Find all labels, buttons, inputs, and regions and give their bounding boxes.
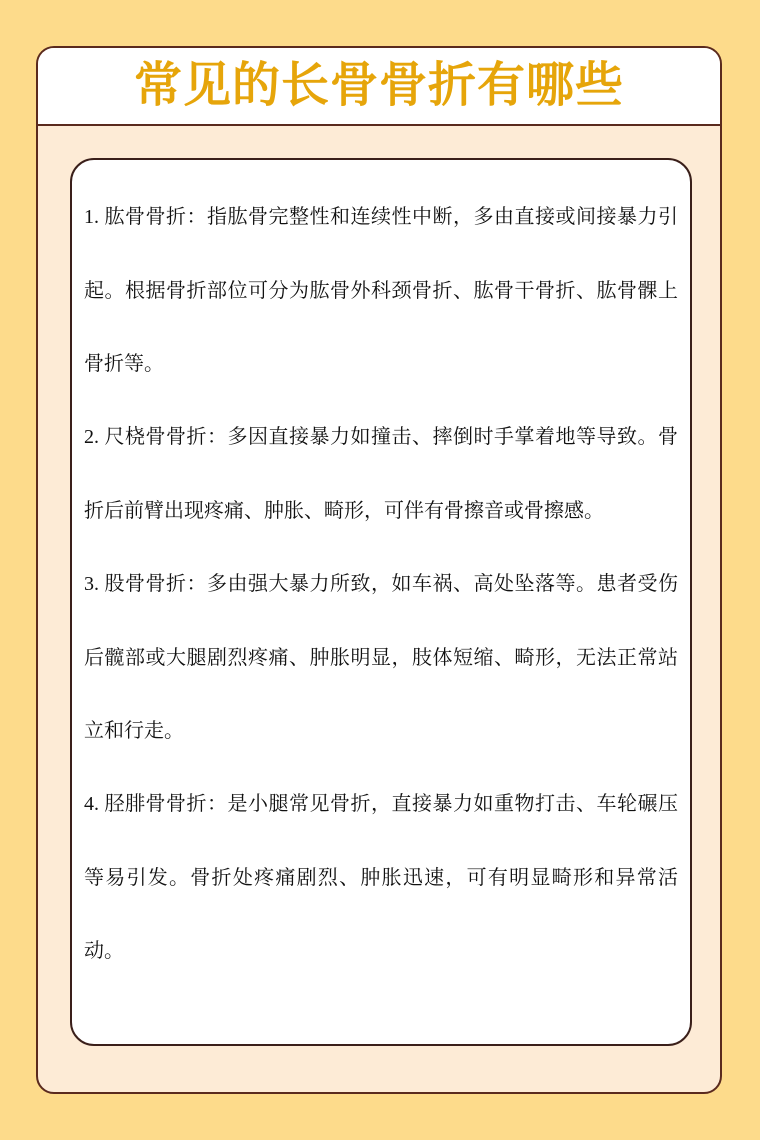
page-title: 常见的长骨骨折有哪些 (133, 57, 624, 113)
item-text: 胫腓骨骨折：是小腿常见骨折，直接暴力如重物打击、车轮碾压等易引发。骨折处疼痛剧烈、肿胀迅速，可有明显畸形和异常活动。 (84, 791, 678, 962)
list-item-radius-ulna (84, 400, 678, 547)
item-number: 3. (84, 573, 105, 595)
item-text: 肱骨骨折：指肱骨完整性和连续性中断，多由直接或间接暴力引起。根据骨折部位可分为肱骨外科颈骨折、肱骨干骨折、肱骨髁上骨折等。 (84, 204, 678, 375)
item-number: 4. (84, 793, 105, 815)
list-item-humerus (84, 180, 678, 400)
item-text: 尺桡骨骨折：多因直接暴力如撞击、摔倒时手掌着地等导致。骨折后前臂出现疼痛、肿胀、畸形，可伴有骨擦音或骨擦感。 (84, 424, 678, 522)
list-item-tibia-fibula (84, 767, 678, 987)
list-item-femur (84, 547, 678, 767)
item-number: 2. (84, 426, 105, 448)
item-number: 1. (84, 206, 105, 228)
item-text: 股骨骨折：多由强大暴力所致，如车祸、高处坠落等。患者受伤后髋部或大腿剧烈疼痛、肿胀明显，肢体短缩、畸形，无法正常站立和行走。 (84, 571, 678, 742)
title-bar (38, 48, 720, 126)
text-panel (70, 158, 692, 1046)
content-card (36, 46, 722, 1094)
